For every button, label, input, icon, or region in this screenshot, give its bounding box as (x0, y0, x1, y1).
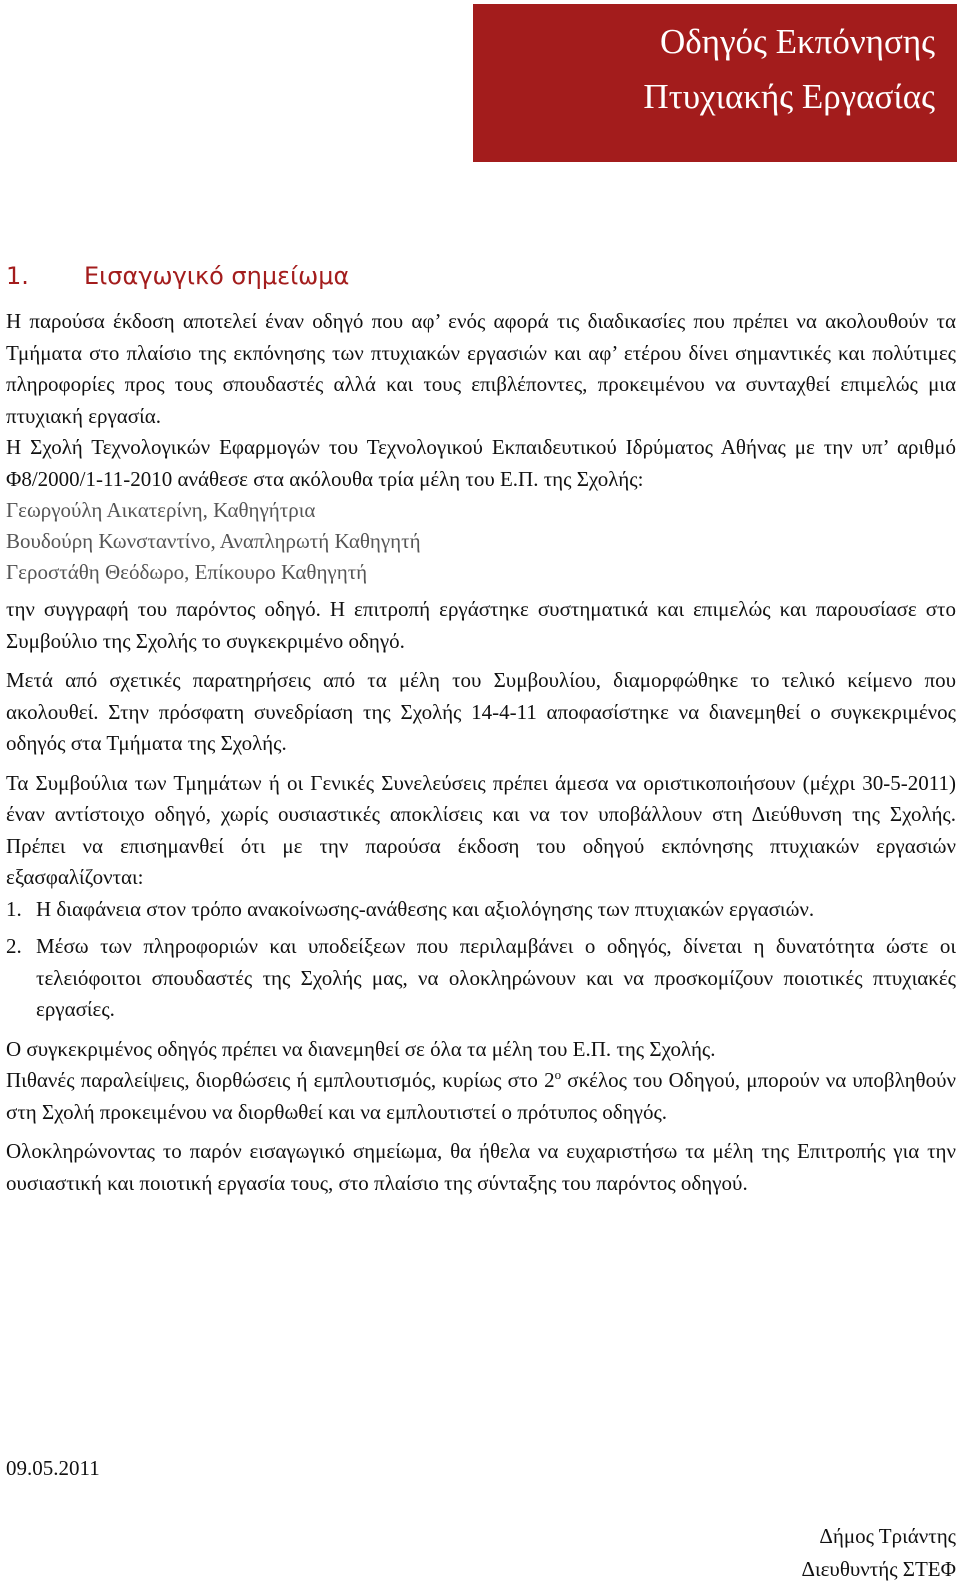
paragraph-councils: Τα Συμβούλια των Τμημάτων ή οι Γενικές Συνελεύσεις πρέπει άμεσα να οριστικοποιήσουν (μέχρι 30-5-2011) έναν αντίστοιχο οδηγό, χωρίς ουσιαστικές αποκλίσεις και να τον υποβάλλουν στη Διεύθυνση της Σχολής. Πρέπει να επισημανθεί ότι με την παρούσα έκδοση του οδηγού εκπόνησης πτυχιακών εργασιών εξασφαλίζονται: (6, 770, 956, 889)
paragraph-distribution: Ο συγκεκριμένος οδηγός πρέπει να διανεμηθεί σε όλα τα μέλη του Ε.Π. της Σχολής. (6, 1036, 716, 1061)
committee-member: Γεροστάθη Θεόδωρο, Επίκουρο Καθηγητή (6, 560, 368, 584)
document-title-banner (473, 4, 957, 162)
paragraph-final-text-part1: Μετά από σχετικές παρατηρήσεις από τα μέλη του Συμβουλίου, διαμορφώθηκε το τελικό κείμενο που ακολουθεί. (6, 668, 956, 724)
signatory-role: Διευθυντής ΣΤΕΦ (801, 1557, 956, 1581)
list-number: 2. (6, 934, 22, 958)
document-body (6, 306, 956, 1199)
paragraph-final-text-part2: Στην πρόσφατη συνεδρίαση της Σχολής 14-4-11 αποφασίστηκε να διανεμηθεί ο συγκεκριμένος οδηγός στα Τμήματα της Σχολής. (6, 699, 956, 755)
committee-members (6, 495, 956, 588)
ordinal-superscript: ο (554, 1067, 562, 1082)
list-item (6, 931, 956, 1026)
paragraph-assignment: Η Σχολή Τεχνολογικών Εφαρμογών του Τεχνολογικού Εκπαιδευτικού Ιδρύματος Αθήνας με την υπ’ αριθμό Φ8/2000/1-11-2010 ανάθεσε στα ακόλουθα τρία μέλη του Ε.Π. της Σχολής: (6, 435, 956, 491)
section-heading-text: Εισαγωγικό σημείωμα (84, 262, 350, 290)
section-number: 1. (6, 262, 29, 290)
list-item (6, 894, 956, 926)
paragraph-intro: Η παρούσα έκδοση αποτελεί έναν οδηγό που αφ’ ενός αφορά τις διαδικασίες που πρέπει να ακολουθούν τα Τμήματα στο πλαίσιο της εκπόνησης των πτυχιακών εργασιών και αφ’ ετέρου δίνει σημαντικές και πολύτιμες πληροφορίες προς τους σπουδαστές αλλά και τους επιβλέποντες, προκειμένου να συνταχθεί επιμελώς μια πτυχιακή εργασία. (6, 309, 956, 428)
list-text: Μέσω των πληροφοριών και υποδείξεων που περιλαμβάνει ο οδηγός, δίνεται η δυνατότητα ώστε οι τελειόφοιτοι σπουδαστές της Σχολής μας, να ολοκληρώνουν και να προσκομίζουν ποιοτικές πτυχιακές εργασίες. (36, 934, 956, 1021)
paragraph-corrections (6, 1065, 956, 1128)
section-heading (6, 256, 349, 296)
paragraph-corrections-part2: σκέλος του Οδηγού, μπορούν να υποβληθούν στη Σχολή προκειμένου να διορθωθεί και να εμπλουτιστεί ο πρότυπος οδηγός. (6, 1068, 956, 1124)
list-number: 1. (6, 896, 22, 921)
title-line-1: Οδηγός Εκπόνησης (660, 22, 935, 61)
committee-member: Βουδούρη Κωνσταντίνο, Αναπληρωτή Καθηγητή (6, 529, 421, 553)
signature-block (801, 1520, 956, 1586)
list-text: Η διαφάνεια στον τρόπο ανακοίνωσης-ανάθεσης και αξιολόγησης των πτυχιακών εργασιών. (36, 896, 815, 921)
document-date: 09.05.2011 (6, 1456, 100, 1480)
committee-member: Γεωργούλη Αικατερίνη, Καθηγήτρια (6, 498, 316, 522)
paragraph-authoring: την συγγραφή του παρόντος οδηγό. Η επιτροπή εργάστηκε συστηματικά και επιμελώς και παρουσίασε στο Συμβούλιο της Σχολής το συγκεκριμένο οδηγό. (6, 597, 956, 653)
paragraph-corrections-part1: Πιθανές παραλείψεις, διορθώσεις ή εμπλουτισμός, κυρίως στο 2 (6, 1068, 555, 1092)
signatory-name: Δήμος Τριάντης (819, 1524, 956, 1548)
title-line-2: Πτυχιακής Εργασίας (643, 77, 935, 116)
paragraph-final-text (6, 665, 956, 760)
paragraph-thanks: Ολοκληρώνοντας το παρόν εισαγωγικό σημείωμα, θα ήθελα να ευχαριστήσω τα μέλη της Επιτροπής για την ουσιαστική και ποιοτική εργασία τους, στο πλαίσιο της σύνταξης του παρόντος οδηγού. (6, 1139, 956, 1195)
